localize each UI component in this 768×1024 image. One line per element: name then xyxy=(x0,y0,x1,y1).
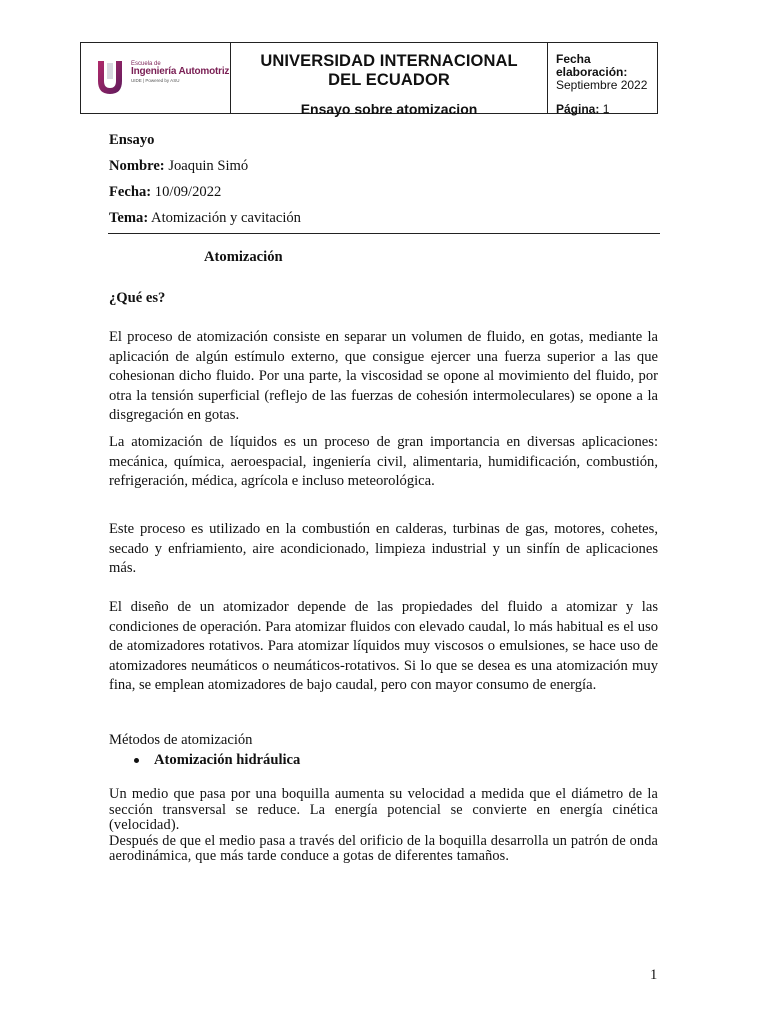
header-logo-cell xyxy=(81,43,231,113)
topic-row xyxy=(109,208,658,228)
author-value: Joaquin Simó xyxy=(164,158,249,174)
paragraph-uses: Este proceso es utilizado en la combustión en calderas, turbinas de gas, motores, cohetes, secado y enfriamiento, aire acondicionado, limpieza industrial y un sinfín de aplicaciones más. xyxy=(109,521,658,576)
pagina-value: 1 xyxy=(602,102,610,116)
bullet-item-hydraulic xyxy=(134,752,300,769)
logo-line-1: Escuela de xyxy=(131,61,161,67)
essay-type: Ensayo xyxy=(109,132,155,148)
logo-text xyxy=(131,57,229,84)
topic-label: Tema: xyxy=(109,210,149,226)
date-value: 10/09/2022 xyxy=(151,184,222,200)
question-heading: ¿Qué es? xyxy=(109,290,166,306)
uide-logo-icon xyxy=(95,57,125,97)
header-meta-cell xyxy=(548,43,657,116)
document-title: Ensayo sobre atomizacion xyxy=(300,101,478,117)
university-logo xyxy=(95,57,229,97)
pagina-row xyxy=(556,103,657,116)
paragraph-hydraulic xyxy=(109,787,658,865)
fecha-elaboracion-value: Septiembre 2022 xyxy=(556,78,648,92)
page-number: 1 xyxy=(650,967,658,983)
paragraph-definition: El proceso de atomización consiste en separar un volumen de fluido, en gotas, mediante la aplicación de algún estímulo externo, que consigue ejercer una fuerza superior a las que cohesionan dicho fluido. Por una parte, la viscosidad se opone al movimiento del fluido, por otra la tensión superficial (reflejo de las fuerzas de cohesión intermoleculares) se opone a la disgregación en gotas. xyxy=(109,329,658,423)
author-row xyxy=(109,156,658,176)
bullet-icon xyxy=(134,758,139,763)
section-title: Atomización xyxy=(204,249,283,265)
paragraph-hydraulic-part-1: Un medio que pasa por una boquilla aumenta su velocidad a medida que el diámetro de la sección transversal se reduce. La energía potencial se convierte en energía cinética (velocidad). xyxy=(109,786,658,834)
essay-info xyxy=(109,130,658,234)
fecha-elaboracion-label: Fecha elaboración: xyxy=(556,52,628,79)
topic-value: Atomización y cavitación xyxy=(148,210,301,226)
paragraph-design: El diseño de un atomizador depende de las propiedades del fluido a atomizar y las condiciones de operación. Para atomizar fluidos con elevado caudal, lo más habitual es el uso de atomizadores rotativos. Para atomizar líquidos muy viscosos o emulsiones, se hace uso de atomizadores neumáticos o neumáticos-rotativos. Si lo que se desea es una atomización muy fina, se emplean atomizadores de bajo caudal, pero con mayor consumo de energía. xyxy=(109,599,658,693)
university-name-line-1: UNIVERSIDAD INTERNACIONAL xyxy=(260,52,518,70)
paragraph-applications: La atomización de líquidos es un proceso de gran importancia en diversas aplicaciones: mecánica, química, aeroespacial, ingeniería civil, alimentaria, humidificación, combustión, refrigeración, médica, agrícola e incluso meteorológica. xyxy=(109,434,658,489)
bullet-label: Atomización hidráulica xyxy=(154,752,301,768)
logo-line-3: UIDE | Powered by ASU xyxy=(131,77,180,83)
author-label: Nombre: xyxy=(109,158,165,174)
university-name-line-2: DEL ECUADOR xyxy=(328,71,450,89)
pagina-label: Página: xyxy=(556,102,600,116)
date-row xyxy=(109,182,658,202)
logo-line-2: Ingeniería Automotriz xyxy=(131,66,230,78)
date-label: Fecha: xyxy=(109,184,152,200)
horizontal-divider xyxy=(108,233,660,234)
paragraph-hydraulic-part-2: Después de que el medio pasa a través del orificio de la boquilla desarrolla un patrón de onda aerodinámica, que más tarde conduce a gotas de diferentes tamaños. xyxy=(109,832,658,865)
document-header-table xyxy=(80,42,658,117)
university-name xyxy=(231,52,547,90)
methods-heading: Métodos de atomización xyxy=(109,732,253,748)
header-title-cell xyxy=(231,43,548,117)
